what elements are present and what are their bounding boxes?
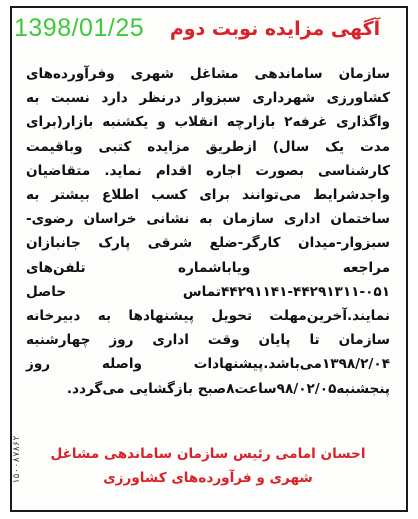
notice-title: آگهی مزایده نوبت دوم bbox=[169, 18, 381, 40]
notice-body: سازمان ساماندهی مشاغل شهری وفرآورده‌های کشاورزی شهرداری سبزوار درنظر دارد نسبت به واگذاری غرفه۲ بازارچه انقلاب و یکشنبه بازار(برای مدت یک سال) ازطریق مزایده کتبی وباقیمت کارشناسی بصورت اجاره اقدام نماید. متقاضیان واجدشرایط می‌توانند برای کسب اطلاع بیشتر به ساختمان اداری سازمان به نشانی خراسان رضوی-سبزوار-میدان کارگر-ضلع شرقی پارک جانبازان مراجعه ویاباشماره تلفن‌های ۰۵۱-۴۴۲۹۱۳۱۱-۴۴۲۹۱۱۴۱تماس حاصل نمایند.آخرین‌مهلت تحویل پیشنهادها به دبیرخانه سازمان تا پایان وقت اداری روز چهارشنبه ۱۳۹۸/۲/۰۴می‌باشد.پیشنهادات واصله روز پنجشنبه۹۸/۰۲/۰۵ساعت۸صبح بازگشایی می‌گردد. bbox=[26, 66, 390, 397]
notice-signature bbox=[26, 442, 390, 490]
date-stamp: 1398/01/25 bbox=[14, 14, 145, 42]
signature-line-2: شهری و فرآورده‌های کشاورزی bbox=[103, 470, 313, 486]
side-reference-code: ۱۵۰۰۸۷۸۶۲ bbox=[12, 435, 22, 485]
signature-line-1: احسان امامی رئیس سازمان ساماندهی مشاغل bbox=[50, 446, 366, 462]
